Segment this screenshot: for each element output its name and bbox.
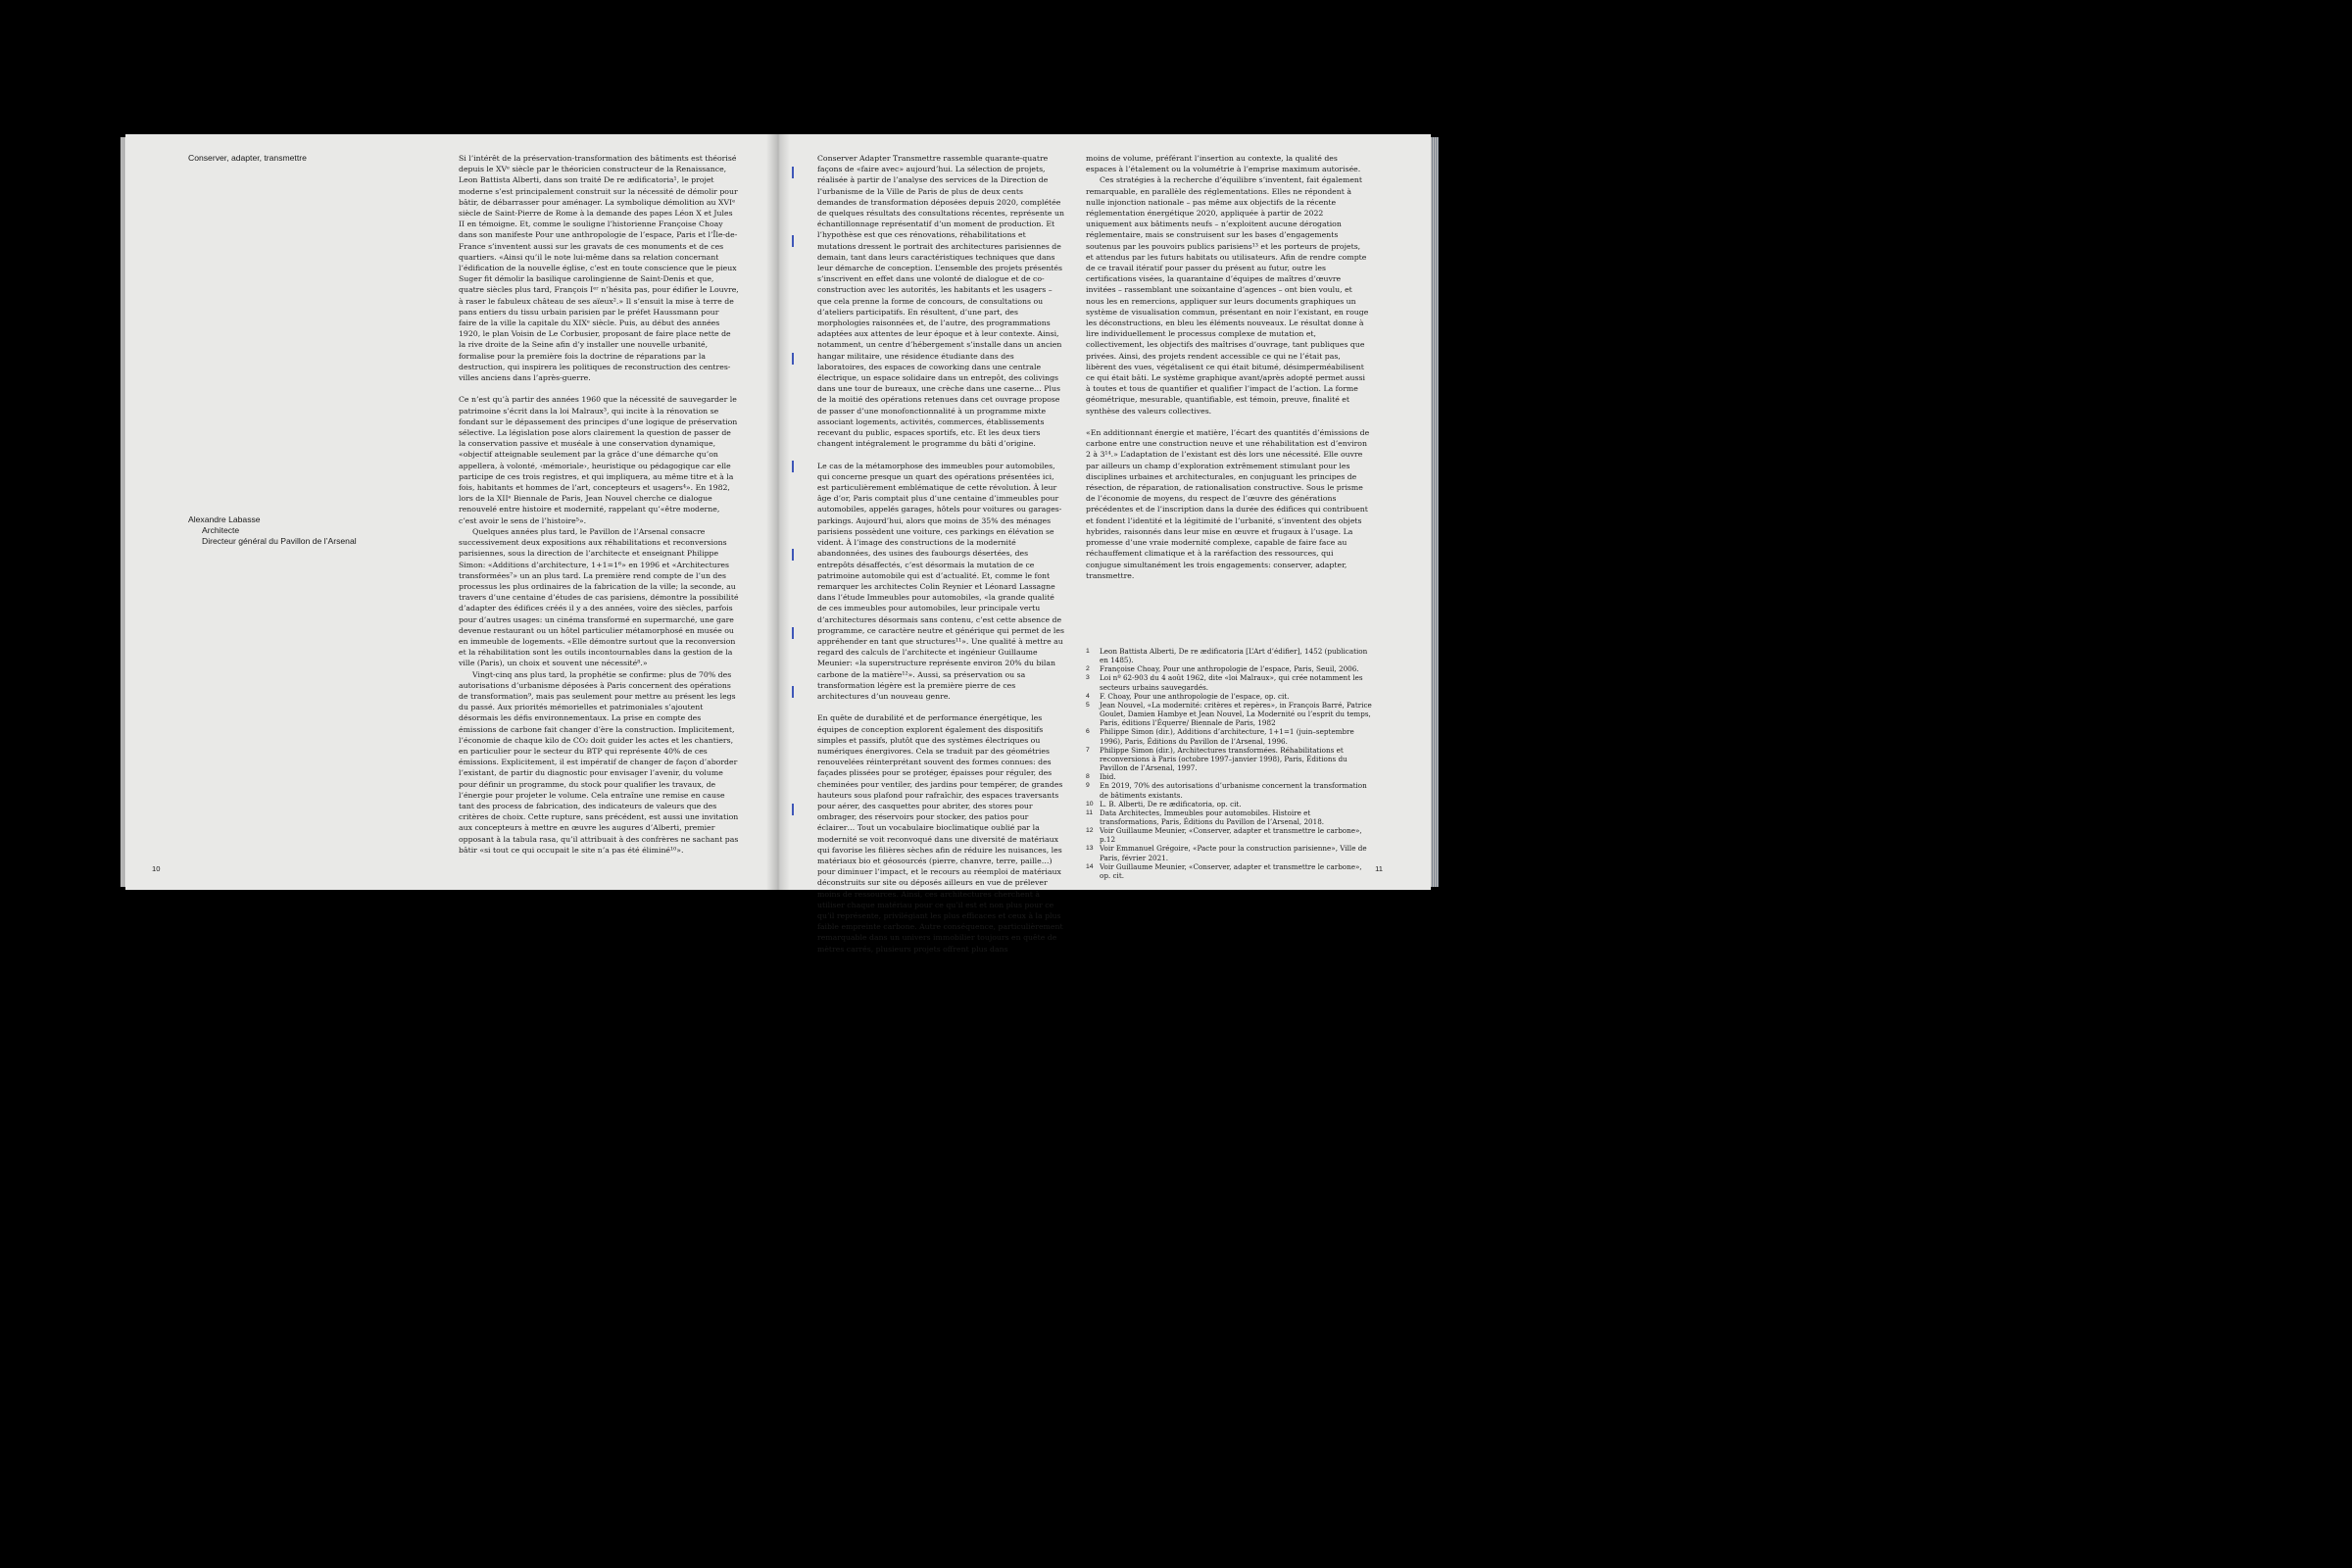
page-tab-marker [792,686,794,698]
footnote-number: 6 [1086,728,1090,736]
footnote [1086,826,1372,844]
page-tab-marker [792,235,794,247]
paragraph: Le cas de la métamorphose des immeubles pour automobiles, qui concerne presque un quart des opérations présentées ici, est particulièrement emblématique de cette révolution. À leur âge d’or, Paris comptait plus d’une centaine d’immeubles pour automobiles, appelés garages, hôtels pour voitures ou garages-parkings. Aujourd’hui, alors que moins de 35% des ménages parisiens possèdent une voiture, ces parkings en élévation se vident. À l’image des constructions de la modernité abandonnées, des usines des faubourgs désertées, des entrepôts désaffectés, c’est désormais la mutation de ce patrimoine automobile qui est d’actualité. Et, comme le font remarquer les architectes Colin Reynier et Léonard Lassagne dans l’étude Immeubles pour automobiles, «la grande qualité de ces immeubles pour automobiles, leur principale vertu d’architectures désormais sans contenu, c’est cette absence de programme, ce caractère neutre et générique qui permet de les appréhender en tant que structures¹¹». Une qualité à mettre au regard des calculs de l’architecte et ingénieur Guillaume Meunier: «la superstructure représente environ 20% du bilan carbone de la matière¹²». Aussi, sa préservation ou sa transformation légère est la première pierre de ces architectures d’un nouveau genre. [817,461,1064,701]
footnote [1086,692,1372,701]
footnote-number: 8 [1086,773,1090,781]
page-tab-marker [792,461,794,472]
author-name: Alexandre Labasse [188,514,261,524]
footnote [1086,647,1372,664]
running-head: Conserver, adapter, transmettre [188,153,307,163]
footnote-number: 9 [1086,782,1090,790]
paragraph: «En additionnant énergie et matière, l’écart des quantités d’émissions de carbone entre une construction neuve et une réhabilitation est d’environ 2 à 3¹⁴.» L’adaptation de l’existant est dès lors une nécessité. Elle ouvre par ailleurs un champ d’exploration extrêmement stimulant pour les disciplines urbaines et architecturales, en conjuguant les principes de résection, de réparation, de rationalisation constructive. Sous le prisme de l’économie de moyens, du respect de l’œuvre des générations précédentes et de l’inscription dans la durée des édifices qui contribuent et fondent l’identité et la légitimité de l’urbanité, s’inventent des objets hybrides, raisonnés dans leur mise en œuvre et frugaux à l’usage. La promesse d’une vraie modernité complexe, capable de faire face au réchauffement climatique et à la raréfaction des ressources, qui conjugue simultanément les trois engagements: conserver, adapter, transmettre. [1086,428,1370,580]
footnote-text: L. B. Alberti, De re ædificatoria, op. cit. [1100,799,1242,808]
author-title: Directeur général du Pavillon de l’Arsenal [202,536,357,547]
footnotes [1086,647,1372,880]
footnote-text: Voir Guillaume Meunier, «Conserver, adapter et transmettre le carbone», op. cit. [1100,861,1362,880]
footnote-number: 13 [1086,845,1094,853]
footnote-text: En 2019, 70% des autorisations d’urbanisme concernent la transformation de bâtiments existants. [1100,781,1367,800]
footnote [1086,808,1372,826]
footnote-number: 1 [1086,648,1090,655]
footnote [1086,727,1372,745]
footnote-text: Loi nº 62-903 du 4 août 1962, dite «loi Malraux», qui crée notamment les secteurs urbains sauvegardés. [1100,673,1363,692]
footnote-text: Leon Battista Alberti, De re ædificatoria [L’Art d’édifier], 1452 (publication en 1485). [1100,647,1368,665]
footnote [1086,844,1372,861]
paragraph: moins de volume, préférant l’insertion au contexte, la qualité des espaces à l’étalement ou la volumétrie à l’emprise maximum autorisée. [1086,154,1361,174]
footnote-number: 3 [1086,674,1090,682]
page-number: 10 [152,864,161,873]
left-text-column [459,153,739,878]
footnote-number: 5 [1086,701,1090,709]
footnote [1086,701,1372,727]
footnote-number: 11 [1086,808,1094,816]
paragraph: Ces stratégies à la recherche d’équilibre s’inventent, fait également remarquable, en parallèle des réglementations. Elles ne répondent à nulle injonction nationale – pas même aux objectifs de la récente réglementation énergétique 2020, appliquée à partir de 2022 uniquement aux bâtiments neufs – n’exploitent aucune dérogation réglementaire, mais se construisent sur les bases d’engagements soutenus par les pouvoirs publics parisiens¹³ et les porteurs de projets, et attendus par les futurs habitats ou utilisateurs. Afin de rendre compte de ce travail itératif pour passer du présent au futur, outre les certifications visées, la quarantaine d’équipes de maîtres d’œuvre invitées – rassemblant une soixantaine d’agences – ont bien voulu, et nous les en remercions, appliquer sur leurs documents graphiques un système de visualisation commun, présentant en noir l’existant, en rouge les déconstructions, en bleu les éléments nouveaux. Le résultat donne à lire individuellement le processus complexe de mutation et, collectivement, les objectifs des maîtrises d’ouvrage, tant publiques que privées. Ainsi, des projets rendent accessible ce qui ne l’était pas, libèrent des vues, végétalisent ce qui était bitumé, désimperméabilisent ce qui était bâti. Le système graphique avant/après adopté permet aussi à toutes et tous de quantifier et qualifier l’impact de l’action. La forme géométrique, mesurable, quantifiable, est témoin, preuve, finalité et synthèse des valeurs collectives. [1086,175,1369,416]
footnote-text: Philippe Simon (dir.), Architectures transformées. Réhabilitations et reconversions à Paris (octobre 1997–janvier 1998), Paris, Éditions du Pavillon de l’Arsenal, 1997. [1100,745,1348,773]
right-page [778,134,1431,954]
page-edge-right [1431,137,1439,887]
footnote [1086,781,1372,799]
paragraph: Ce n’est qu’à partir des années 1960 que la nécessité de sauvegarder le patrimoine s’écrit dans la loi Malraux³, qui incite à la rénovation se fondant sur le dépassement des principes d’une logique de préservation sélective. La législation pose alors clairement la question de passer de la conservation passive et muséale à une conservation dynamique, «objectif atteignable seulement par la grâce d’une démarche qu’on appellera, à volonté, ‹mémoriale›, heuristique ou pédagogique car elle participe de ces trois registres, et qui impliquera, au même titre et à la fois, habitants et hommes de l’art, concepteurs et usagers⁴». En 1982, lors de la XIIᵉ Biennale de Paris, Jean Nouvel cherche ce dialogue renouvelé entre histoire et modernité, rappelant qu’«être moderne, c’est avoir le sens de l’histoire⁵». [459,395,738,525]
footnote-number: 4 [1086,692,1090,700]
footnote-number: 12 [1086,827,1094,835]
footnote [1086,862,1372,880]
footnote-text: Françoise Choay, Pour une anthropologie de l’espace, Paris, Seuil, 2006. [1100,664,1359,674]
paragraph: Vingt-cinq ans plus tard, la prophétie se confirme: plus de 70% des autorisations d’urbanisme déposées à Paris concernent des opérations de transformation⁹, mais pas seulement pour mettre au présent les legs du passé. Aux priorités mémorielles et patrimoniales s’ajoutent désormais les défis environnementaux. La prise en compte des émissions de carbone fait changer d’ère la construction. Implicitement, l’économie de chaque kilo de CO₂ doit guider les actes et les chantiers, en particulier pour le secteur du BTP qui représente 40% de ces émissions. Explicitement, il est impératif de changer de façon d’aborder l’existant, de partir du diagnostic pour envisager l’avenir, du volume pour définir un programme, du stock pour qualifier les travaux, de l’énergie pour projeter le volume. Cela entraîne une remise en cause tant des process de fabrication, des indicateurs de valeurs que des critères de choix. Cette rupture, sans précédent, est aussi une invitation aux concepteurs à mettre en œuvre les augures d’Alberti, premier opposant à la tabula rasa, qu’il attribuait à des confrères ne sachant pas bâtir «si tout ce qui occupait le site n’a pas été éliminé¹⁰». [459,669,739,855]
page-tab-marker [792,549,794,561]
author-block [188,514,357,548]
book-gutter [766,134,790,890]
right-text-column-2 [1086,153,1370,643]
footnote [1086,673,1372,691]
paragraph: En quête de durabilité et de performance énergétique, les équipes de conception explorent également des dispositifs simples et passifs, plutôt que des systèmes électriques ou numériques énergivores. Cela se traduit par des géométries renouvelées réinterprétant souvent des formes connues: des façades plissées pour se protéger, épaisses pour réguler, des cheminées pour ventiler, des jardins pour tempérer, de grandes hauteurs sous plafond pour rafraîchir, des espaces traversants pour aérer, des casquettes pour abriter, des stores pour ombrager, des réservoirs pour stocker, des patios pour éclairer… Tout un vocabulaire bioclimatique oublié par la modernité se voit reconvoqué dans une diversité de matériaux qui favorise les filières sèches afin de réduire les nuisances, les matériaux bio et géosourcés (pierre, chanvre, terre, paille…) pour diminuer l’impact, et le recours au réemploi de matériaux déconstruits sur site ou déposés ailleurs en vue de prélever moins de ressources. Ainsi, ces architectures cherchent à utiliser chaque matériau pour ce qu’il est et non plus pour ce qu’il représente, privilégiant les plus efficaces et ceux à la plus faible empreinte carbone. Autre conséquence, particulièrement remarquable dans un univers immobilier toujours en quête de mètres carrés, plusieurs projets offrent plus dans [817,713,1063,954]
page-tab-marker [792,804,794,815]
footnote-number: 10 [1086,800,1094,808]
footnote [1086,664,1372,673]
footnote-number: 2 [1086,665,1090,673]
footnote [1086,772,1372,781]
footnote-text: Philippe Simon (dir.), Additions d’architecture, 1+1=1 (juin–septembre 1996), Paris, Éditions du Pavillon de l’Arsenal, 1996. [1100,727,1354,746]
page-tab-marker [792,353,794,365]
footnote-text: Jean Nouvel, «La modernité: critères et repères», in François Barré, Patrice Goulet, Damien Hambye et Jean Nouvel, La Modernité ou l’esprit du temps, Paris, éditions l’Équerre/ Biennale de Paris, 1982 [1100,700,1372,728]
author-role: Architecte [202,525,240,536]
page-tab-marker [792,627,794,639]
footnote-text: Data Architectes, Immeubles pour automobiles. Histoire et transformations, Paris, Éditions du Pavillon de l’Arsenal, 2018. [1100,808,1325,826]
footnote-number: 7 [1086,746,1090,754]
footnote [1086,800,1372,808]
paragraph: Si l’intérêt de la préservation-transformation des bâtiments est théorisé depuis le XVᵉ siècle par le théoricien constructeur de la Renaissance, Leon Battista Alberti, dans son traité De re ædificatoria¹, le projet moderne s’est principalement construit sur la nécessité de démolir pour bâtir, de débarrasser pour aménager. La symbolique démolition au XVIᵉ siècle de Saint-Pierre de Rome à la demande des papes Léon X et Jules II en témoigne. Et, comme le souligne l’historienne Françoise Choay dans son manifeste Pour une anthropologie de l’espace, Paris et l’Île-de-France s’inventent aussi sur les gravats de ces monuments et de ces quartiers. «Ainsi qu’il le note lui-même dans sa relation concernant l’édification de la nouvelle église, c’est en toute conscience que le pieux Suger fit démolir la basilique carolingienne de Saint-Denis et que, quatre siècles plus tard, François Iᵉʳ n’hésita pas, pour édifier le Louvre, à raser le fabuleux château de ses aïeux².» Il s’ensuit la mise à terre de pans entiers du tissu urbain parisien par le préfet Haussmann pour faire de la ville la capitale du XIXᵉ siècle. Puis, au début des années 1920, le plan Voisin de Le Corbusier, proposant de faire place nette de la rive droite de la Seine afin d’y installer une nouvelle urbanité, formalise pour la première fois la doctrine de réparations par la destruction, qui inspirera les politiques de reconstruction des centres-villes anciens dans l’après-guerre. [459,154,739,383]
footnote-number: 14 [1086,862,1094,870]
right-text-column-1 [817,153,1064,954]
paragraph: Quelques années plus tard, le Pavillon de l’Arsenal consacre successivement deux expositions aux réhabilitations et reconversions parisiennes, sous la direction de l’architecte et enseignant Philippe Simon: «Additions d’architecture, 1+1=1⁶» en 1996 et «Architectures transformées⁷» un an plus tard. La première rend compte de l’un des processus les plus ordinaires de la fabrication de la ville; la seconde, au travers d’une centaine d’études de cas parisiens, démontre la possibilité d’adapter des édifices créés il y a des années, voire des siècles, parfois pour d’autres usages: un cinéma transformé en supermarché, une gare devenue restaurant ou un hôtel particulier métamorphosé en musée ou en immeuble de logements. «Elle démontre surtout que la reconversion et la réhabilitation sont les outils incontournables dans la gestion de la ville (Paris), un choix et souvent une nécessité⁸.» [459,526,739,668]
footnote-text: Voir Emmanuel Grégoire, «Pacte pour la construction parisienne», Ville de Paris, février 2021. [1100,844,1367,862]
footnote-text: Voir Guillaume Meunier, «Conserver, adapter et transmettre le carbone», p.12 [1100,826,1362,845]
footnote-text: F. Choay, Pour une anthropologie de l’espace, op. cit. [1100,691,1290,701]
left-page [125,134,778,890]
page-tab-marker [792,167,794,178]
footnote-text: Ibid. [1100,772,1116,782]
footnote [1086,746,1372,772]
page-number: 11 [1375,864,1383,873]
paragraph: Conserver Adapter Transmettre rassemble quarante-quatre façons de «faire avec» aujourd’hui. La sélection de projets, réalisée à partir de l’analyse des services de la Direction de l’urbanisme de la Ville de Paris de plus de deux cents demandes de transformation déposées depuis 2020, complétée de quelques résultats des consultations récentes, représente un échantillonnage représentatif d’un moment de production. Et l’hypothèse est que ces rénovations, réhabilitations et mutations dressent le portrait des architectures parisiennes de demain, tant dans leurs caractéristiques techniques que dans leur démarche de conception. L’ensemble des projets présentés s’inscrivent en effet dans une volonté de dialogue et de co-construction avec les autorités, les habitants et les usagers – que cela prenne la forme de concours, de consultations ou d’ateliers participatifs. En résultent, d’une part, des morphologies raisonnées et, de l’autre, des programmations adaptées aux attentes de leur époque et à leur contexte. Ainsi, notamment, un centre d’hébergement s’installe dans un ancien hangar militaire, une résidence étudiante dans des laboratoires, des espaces de coworking dans une centrale électrique, un espace solidaire dans un entrepôt, des colivings dans une tour de bureaux, une crèche dans une caserne… Plus de la moitié des opérations retenues dans cet ouvrage propose de passer d’une monofonctionnalité à un programme mixte associant logements, activités, commerces, établissements recevant du public, espaces sportifs, etc. Et les deux tiers changent intégralement le programme du bâti d’origine. [817,154,1064,449]
